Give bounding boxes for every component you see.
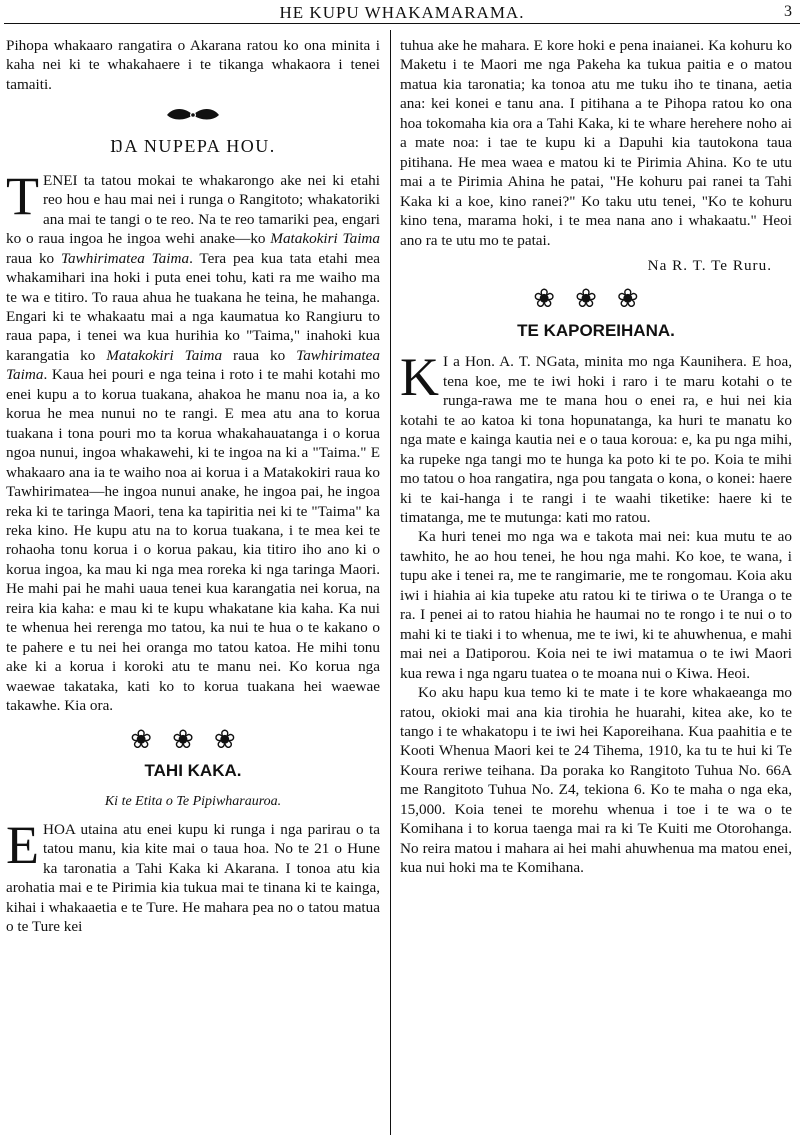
right-column <box>400 36 792 878</box>
continued-paragraph: tuhua ake he mahara. E kore hoki e pena inaianei. Ka kohuru ko Maketu i te Maori me nga Pakeha ka tukua paitia e o matou matua kia taronatia; ka tonoa atu me tuku iho te tinana, aetia ana: kei konei e tanu ana. I pitihana a te Pihopa ratou ko ona hoa tokomaha kia ora a Tahi Kaka, ki te whare herehere noho ai a mate noa: i tae te kupu ki a Ŋapuhi kia tautokona taua pitihana. He mea waea e matou ki te Pirimia Ahina. Ko te utu mai a te Pirimia Ahina he patai, "He kohuru pai ranei ta Tahi Kaka ki a koe, kino ranei?" Ko taku utu tenei, "Ko te kohuru kino tena, marama hoki, i te mea nana ano i whakaatu." Heoi ano ra te utu mo te patai. <box>400 37 792 249</box>
section-heading-nupepa: ŊA NUPEPA HOU. <box>110 136 276 157</box>
letter-addressee: Ki te Etita o Te Pipiwharauroa. <box>104 794 282 810</box>
flower-ornament-row <box>6 724 380 754</box>
kaporeihana-paragraph-2: Ka huri tenei mo nga wa e takota mai nei: kua mutu te ao tawhito, he ao hou tenei, he hou nga mahi. Ko koe, te wana, i tupu ake i tenei ra, me te rangimarie, me te rongomau. Koia aku iwi i hiahia ai kia tupeke atu ratou ki te tiriwa o te Uranga o te ra. I penei ai to ratou hiahia he haumai no te rongo i te nui o to mahi ki te tiaki i to whenua, me te iwi, ki te ahuwhenua, e mahi mai nei a Ŋatiporou. Koia nei te iwi matamua o te iwi Maori kua rewa i nga ngaru tuatea o te moana nui o Kiwa. Heoi. <box>400 528 792 682</box>
tahi-kaka-paragraph: EHOA utaina atu enei kupu ki runga i nga parirau o ta tatou manu, kia kite mai o taua hoa. No te 21 o Hune ka taronatia a Tahi Kaka ki Akarana. I tonoa atu kia arohatia mai e te Pirimia kia tukua mai te tinana ki te kainga, kihai i whakaaetia e te Ture. He mahara pea no o tatou matua o te Ture kei <box>6 814 380 936</box>
flower-icon: ❀ <box>130 724 173 754</box>
flower-icon: ❀ <box>172 724 214 754</box>
kaporeihana-paragraph-3: Ko aku hapu kua temo ki te mate i te kore whakaeanga mo ratou, okioki mai ana kia tirohia he huarahi, kitea ake, ko te tango i te whakatopu i te iwi hei Kaporeihana. Kua paahitia e te Kooti Whenua Maori kei te 24 Tihema, 1910, ka tu te hui ki Te Koura reriwe teihana. Ŋa poraka ko Rangitoto Tuhua No. 66A me Rangitoto Tuhua No. Z4, tekiona 6. Ko te maha o nga eka, 15,000. Koia tenei te morehu whenua i toe i te wa o te Komihana i to korua taenga mai ra ki Te Kuiti me Otorohanga. No reira matou i mahara ai hei mahi ahuwhenua ma matou enei, kua nui hoki ma te Komihana. <box>400 684 792 877</box>
flower-icon: ❀ <box>533 284 576 314</box>
flower-icon: ❀ <box>213 724 256 754</box>
page-number: 3 <box>784 3 792 20</box>
signature: Na R. T. Te Ruru. <box>647 256 772 274</box>
page-header-title: HE KUPU WHAKAMARAMA. <box>279 3 525 22</box>
left-column <box>6 36 380 937</box>
section-heading-kaporeihana: TE KAPOREIHANA. <box>517 320 675 340</box>
flower-ornament-row <box>400 284 792 314</box>
intro-paragraph: Pihopa whakaaro rangatira o Akarana ratou ko ona minita i kaha nei ki te whakahaere i te tikanga whakaora i tenei tamaiti. <box>6 37 380 93</box>
column-divider <box>390 30 391 1135</box>
drop-cap: K <box>400 347 439 408</box>
page-header <box>0 0 804 26</box>
nupepa-paragraph: TENEI ta tatou mokai te whakarongo ake nei ki etahi reo hou e hau mai nei i runga o Rangitoto; whakatoriki ana mai te tangi o te reo. Na te reo tamariki pea, engari ko o raua ingoa he ingoa wehi anake—ko Matakokiri Taima raua ko Tawhirimatea Taima. Tera pea kua tata etahi mea whakamihari ina hoki i puta enei tohu, kati ra me waiho ma te wa e titiro. To raua ahua he tuakana he teina, he mahanga. Engari ki te whakaatu mai a nga kaumatua ko Rangiuru to raua papa, i tenei wa kua hurihia ko "Taima," inahoki kua karangatia ko Matakokiri Taima raua ko Tawhirimatea Taima. Kaua hei pouri e nga teina i roto i te mahi kotahi mo enei kupu a to korua tuakana, ahakoa he manu noa ia, a ko korua he mea nunui no te rangi. E mea atu ana to korua tuakana i tona pouri mo ta korua whakahauatanga i o korua ngoa nunui, ingoa whakawehi, ki te ingoa na ki a "Taima." E whakaaro ana ia te waiho noa ai korua i a Matakokiri raua ko Tawhirimatea—he ingoa nunui anake, he ingoa pai, he ingoa reka ki te taringa Maori, tena ka tapiritia nei ki te "Taima" ka reka kino. He kupu atu na to korua tuakana, i te mea kei te rohaoha tonu korua i o korua pakau, kia titiro iho ano ki o korua ingoa, ka mau ki nga mea roreka ki nga taringa Maori. He mahi pai he mahi uaua tenei kua karangatia nei korua, na reira kia kaha: e mau ki te kupu whakatane kia kaha. Ka nui te whenua hei rerenga mo tatou, ka nui te hua o te kakano o te pahere e tu nei hei oranga mo tatou katoa. He mihi tonu ake ki a korua i koroki atu te manu nei. Ko korua nga waewae takataka, kati ko to korua tuakana hei waewae takawhe. Kia ora. <box>6 165 381 715</box>
flower-icon: ❀ <box>616 284 659 314</box>
flower-icon: ❀ <box>575 284 617 314</box>
drop-cap: T <box>6 165 39 226</box>
section-heading-tahi-kaka: TAHI KAKA. <box>144 760 242 780</box>
leaf-ornament-icon <box>6 107 380 129</box>
header-rule <box>4 23 800 24</box>
kaporeihana-paragraph-1: K I a Hon. A. T. NGata, minita mo nga Kaunihera. E hoa, tena koe, me te iwi hoki i raro i te maru kotahi o te runga-rawa me te mana hou o enei ra, e hui nei kia kotahi te ao katoa ki tona hopunatanga, ka huri te manatu ko nga mate e kainga kautia nei e o taua koroua: e, ka pu nga mihi, ka rupeke nga tangi mo te hunga ka poto ki te po. Koia te mihi mo tatou o hoa rangatira, nga pou tangata o kona, o konei: haere ki te kai-hanga i te rangi i te waahi tiketike: haere ki te timatanga, me te mutunga: kati mo ratou. <box>400 347 792 526</box>
drop-cap: E <box>6 814 39 875</box>
